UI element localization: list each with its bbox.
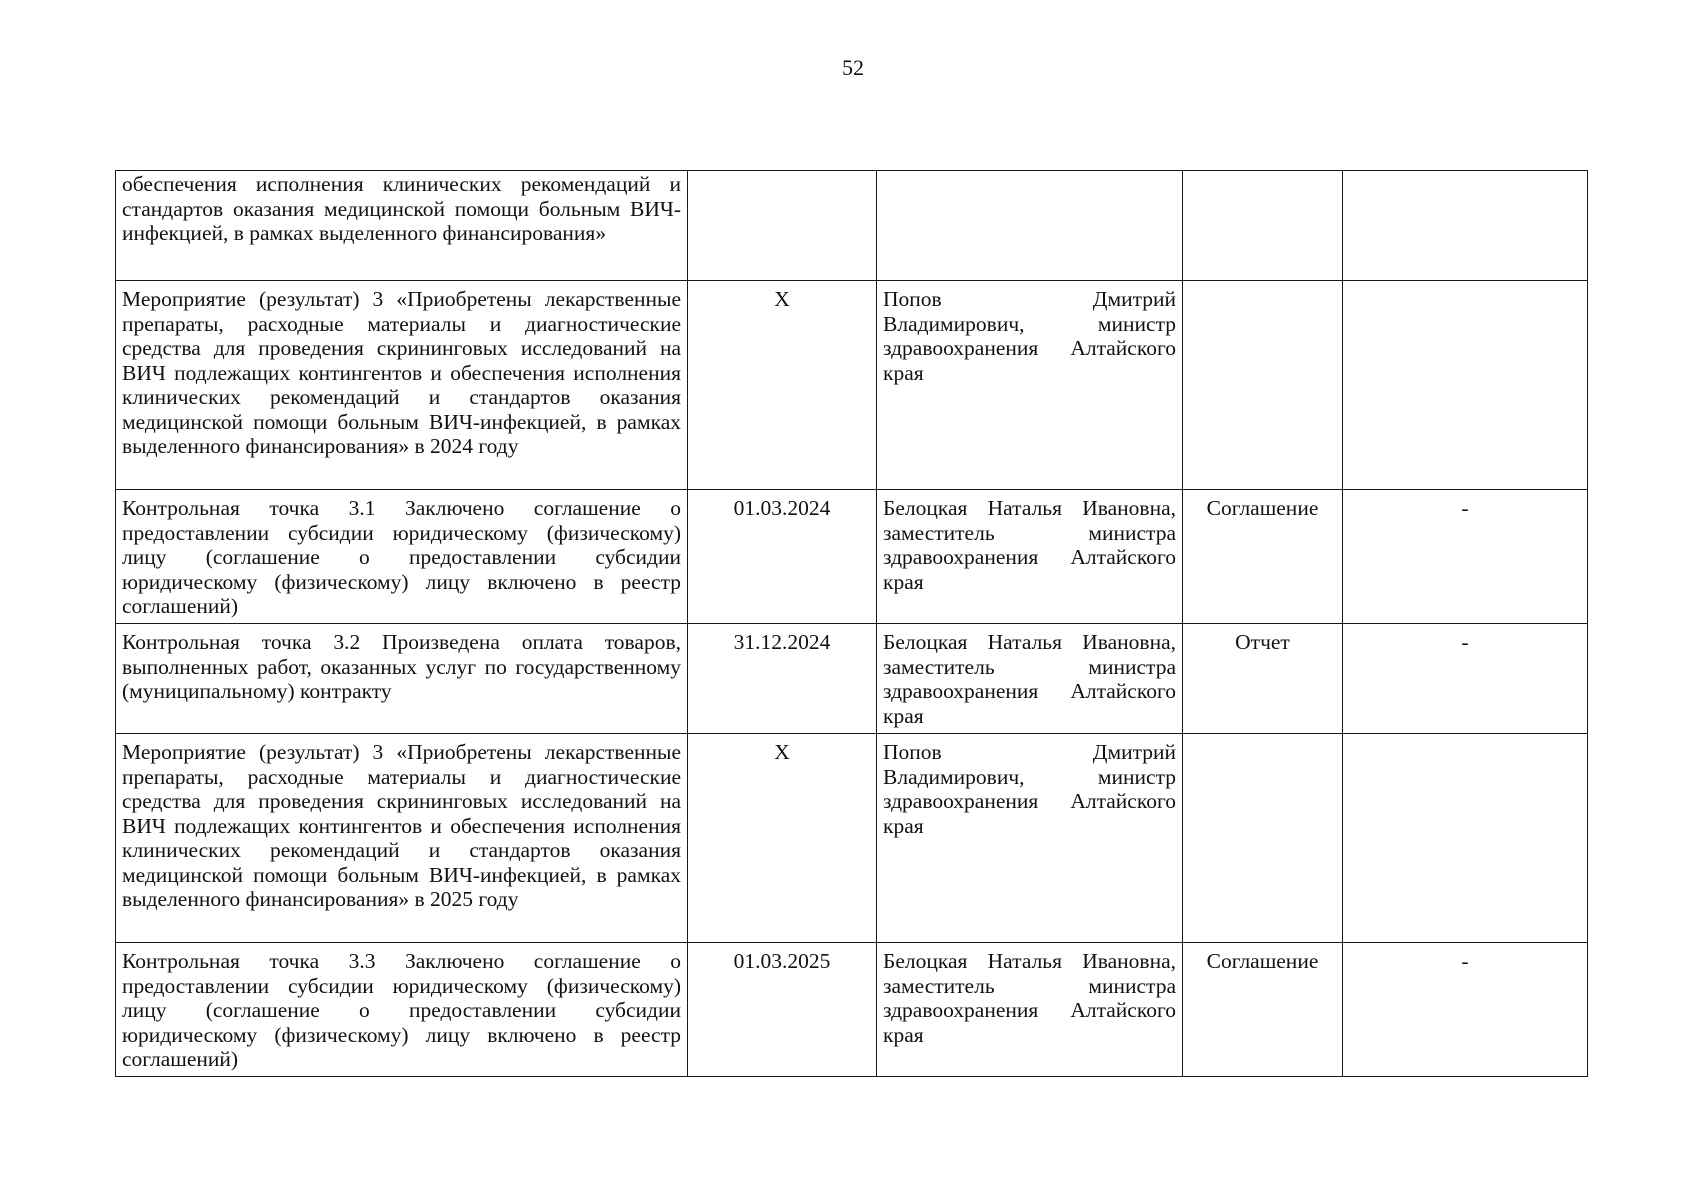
date-cell: 01.03.2025 (688, 943, 877, 1077)
responsible-cell: Белоцкая Наталья Ивановна, заместитель министра здравоохранения Алтайского края (877, 943, 1183, 1077)
table-row (116, 490, 1588, 624)
description-cell: Контрольная точка 3.1 Заключено соглашение о предоставлении субсидии юридическому (физическому) лицу (соглашение о предоставлении субсидии юридическому (физическому) лицу включено в реестр соглашений) (116, 490, 688, 624)
description-cell: Мероприятие (результат) 3 «Приобретены лекарственные препараты, расходные материалы и диагностические средства для проведения скрининговых исследований на ВИЧ подлежащих контингентов и обеспечения исполнения клинических рекомендаций и стандартов оказания медицинской помощи больным ВИЧ-инфекцией, в рамках выделенного финансирования» в 2024 году (116, 281, 688, 490)
note-cell (1343, 171, 1588, 281)
note-cell: - (1343, 490, 1588, 624)
description-cell: Контрольная точка 3.2 Произведена оплата товаров, выполненных работ, оказанных услуг по государственному (муниципальному) контракту (116, 624, 688, 734)
responsible-cell: Белоцкая Наталья Ивановна, заместитель министра здравоохранения Алтайского края (877, 624, 1183, 734)
document-cell (1183, 171, 1343, 281)
table-row (116, 281, 1588, 490)
date-cell: 31.12.2024 (688, 624, 877, 734)
page-number: 52 (842, 55, 864, 80)
date-cell: 01.03.2024 (688, 490, 877, 624)
responsible-cell: Попов Дмитрий Владимирович, министр здравоохранения Алтайского края (877, 734, 1183, 943)
document-cell: Соглашение (1183, 943, 1343, 1077)
description-cell: Мероприятие (результат) 3 «Приобретены лекарственные препараты, расходные материалы и диагностические средства для проведения скрининговых исследований на ВИЧ подлежащих контингентов и обеспечения исполнения клинических рекомендаций и стандартов оказания медицинской помощи больным ВИЧ-инфекцией, в рамках выделенного финансирования» в 2025 году (116, 734, 688, 943)
responsible-cell: Попов Дмитрий Владимирович, министр здравоохранения Алтайского края (877, 281, 1183, 490)
table-row (116, 943, 1588, 1077)
note-cell (1343, 281, 1588, 490)
document-cell: Отчет (1183, 624, 1343, 734)
document-cell: Соглашение (1183, 490, 1343, 624)
table-row (116, 624, 1588, 734)
note-cell (1343, 734, 1588, 943)
note-cell: - (1343, 624, 1588, 734)
measures-table (115, 170, 1588, 1077)
description-cell: Контрольная точка 3.3 Заключено соглашение о предоставлении субсидии юридическому (физическому) лицу (соглашение о предоставлении субсидии юридическому (физическому) лицу включено в реестр соглашений) (116, 943, 688, 1077)
document-cell (1183, 734, 1343, 943)
description-cell: обеспечения исполнения клинических рекомендаций и стандартов оказания медицинской помощи больным ВИЧ-инфекцией, в рамках выделенного финансирования» (116, 171, 688, 281)
table-row (116, 171, 1588, 281)
responsible-cell: Белоцкая Наталья Ивановна, заместитель министра здравоохранения Алтайского края (877, 490, 1183, 624)
date-cell (688, 171, 877, 281)
responsible-cell (877, 171, 1183, 281)
date-cell: Х (688, 734, 877, 943)
note-cell: - (1343, 943, 1588, 1077)
table-row (116, 734, 1588, 943)
date-cell: Х (688, 281, 877, 490)
document-cell (1183, 281, 1343, 490)
